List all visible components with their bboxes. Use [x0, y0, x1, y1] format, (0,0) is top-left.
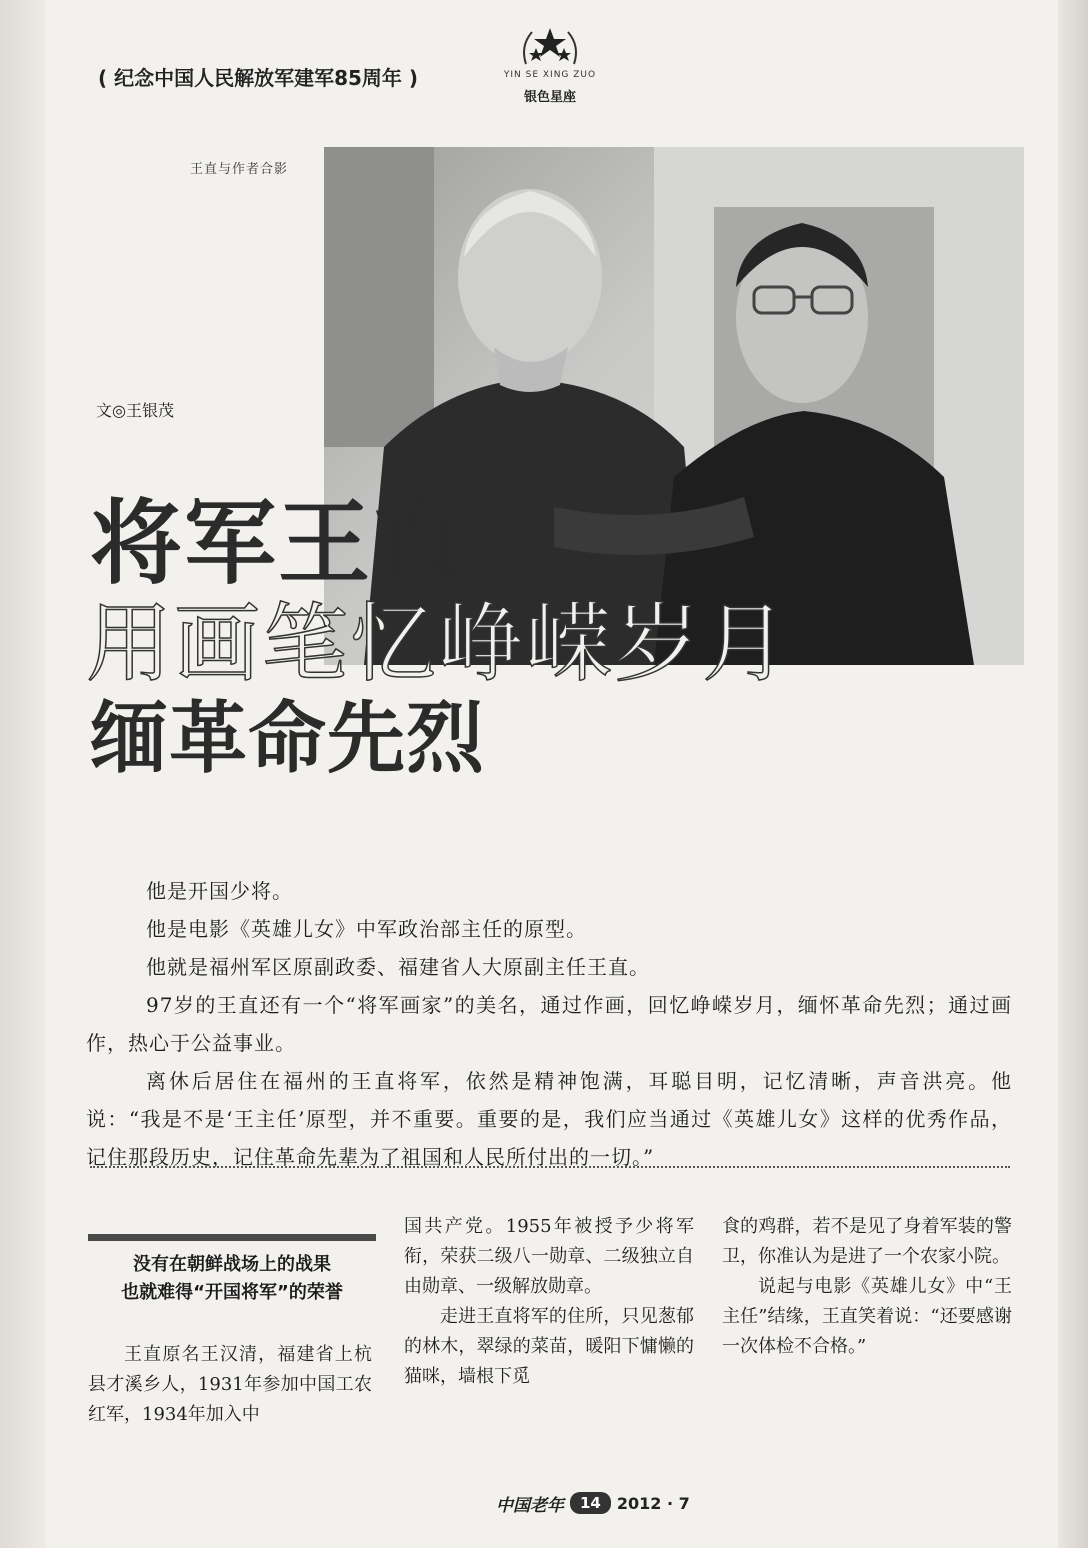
- intro-paragraph: 他是开国少将。: [146, 879, 293, 903]
- intro-paragraph: 97岁的王直还有一个“将军画家”的美名，通过作画，回忆峥嵘岁月，缅怀革命先烈；通过画作，热心于公益事业。: [86, 993, 1012, 1055]
- star-emblem-icon: [494, 24, 606, 70]
- body-paragraph: 王直原名王汉清，福建省上杭县才溪乡人，1931年参加中国工农红军，1934年加入中: [88, 1344, 372, 1425]
- body-column-2: [404, 1212, 694, 1392]
- page-edge: [0, 0, 46, 1548]
- section-subhead: [88, 1234, 376, 1323]
- magazine-name: 中国老年: [496, 1495, 564, 1516]
- body-column-1: [88, 1340, 372, 1430]
- byline: 文◎王银茂: [96, 401, 174, 420]
- title-line-1: 将军王直: [90, 490, 467, 597]
- body-paragraph: 说起与电影《英雄儿女》中“王主任”结缘，王直笑着说：“还要感谢一次体检不合格。”: [722, 1276, 1012, 1357]
- issue-date: 2012 · 7: [616, 1493, 690, 1513]
- body-paragraph: 走进王直将军的住所，只见葱郁的林木，翠绿的菜苗，暖阳下慵懒的猫咪，墙根下觅: [404, 1306, 694, 1387]
- column-logo: [494, 24, 606, 108]
- binding-gutter: [1058, 0, 1088, 1548]
- body-column-3: [722, 1212, 1012, 1362]
- series-label: ( 纪念中国人民解放军建军85周年 ): [98, 66, 419, 90]
- intro-paragraph: 他是电影《英雄儿女》中军政治部主任的原型。: [146, 917, 587, 941]
- subhead-line-2: 也就难得“开国将军”的荣誉: [121, 1282, 343, 1303]
- photo-caption: 王直与作者合影: [190, 162, 289, 177]
- body-paragraph: 食的鸡群，若不是见了身着军装的警卫，你准认为是进了一个农家小院。: [722, 1216, 1012, 1267]
- logo-name: 银色星座: [523, 90, 576, 105]
- subhead-line-1: 没有在朝鲜战场上的战果: [133, 1254, 331, 1275]
- intro-paragraph: 他就是福州军区原副政委、福建省人大原副主任王直。: [146, 955, 650, 979]
- section-divider: [90, 1166, 1010, 1168]
- body-paragraph: 国共产党。1955年被授予少将军衔，荣获二级八一勋章、二级独立自由勋章、一级解放勋章。: [404, 1216, 694, 1297]
- intro-text: [86, 872, 1012, 1176]
- logo-pinyin: YIN SE XING ZUO: [503, 70, 597, 80]
- page-number: 14: [570, 1492, 611, 1514]
- intro-paragraph: 离休后居住在福州的王直将军，依然是精神饱满，耳聪目明，记忆清晰，声音洪亮。他说：“我是不是‘王主任’原型，并不重要。重要的是，我们应当通过《英雄儿女》这样的优秀作品，记住那段历史，记住革命先辈为了祖国和人民所付出的一切。”: [86, 1069, 1012, 1169]
- title-line-2: 用画笔忆峥嵘岁月: [86, 594, 790, 694]
- title-line-3: 缅革命先烈: [90, 694, 486, 784]
- page-footer: [496, 1488, 690, 1518]
